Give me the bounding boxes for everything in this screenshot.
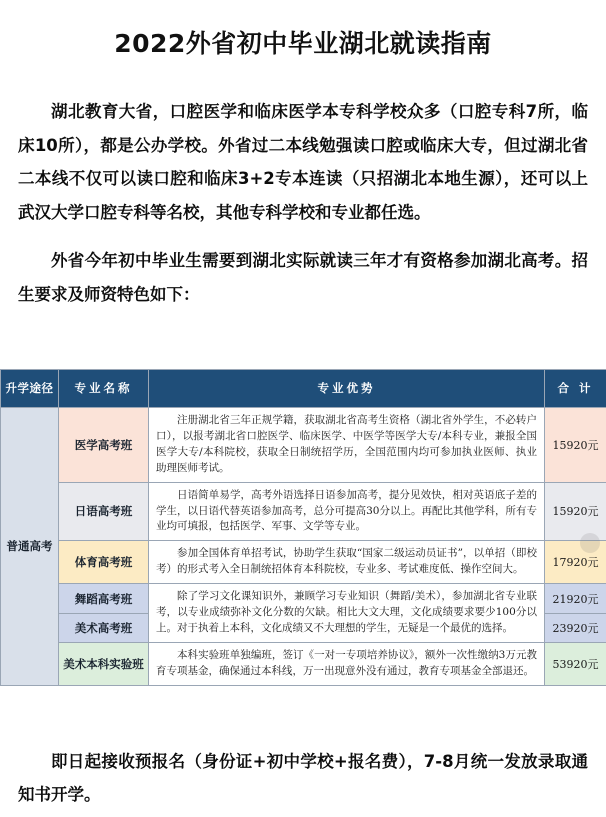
footer-section [0, 745, 606, 811]
advantage-medical: 注册湖北省三年正规学籍，获取湖北省高考生资格（湖北省外学生，不必转户口），以报考湖北省口腔医学、临床医学、中医学等医学大专/本科专业，兼报全国医学大专/本科院校，获取全日制统招学历，全国范围内均可参加执业医师、执业助理医师考试。 [149, 407, 545, 482]
admissions-table-container [0, 369, 606, 686]
table-body [1, 407, 606, 685]
total-japanese: 15920元 [545, 482, 606, 541]
advantage-sports: 参加全国体育单招考试，协助学生获取“国家二级运动员证书”，以单招（即校考）的形式考入全日制统招体育本科院校，专业多、考试难度低、操作空间大。 [149, 541, 545, 584]
major-name-dance: 舞蹈高考班 [59, 584, 149, 613]
total-fine-art: 23920元 [545, 613, 606, 642]
total-sports: 17920元 [545, 541, 606, 584]
column-header-advantage: 专业优势 [149, 369, 545, 407]
total-medical: 15920元 [545, 407, 606, 482]
advantage-art-bachelor-experimental: 本科实验班单独编班，签订《一对一专项培养协议》，额外一次性缴纳3万元教育专项基金，确保通过本科线，万一出现意外没有通过，教育专项基金全部退还。 [149, 643, 545, 686]
intro-paragraph-1: 湖北教育大省，口腔医学和临床医学本专科学校众多（口腔专科7所，临床10所），都是公办学校。外省过二本线勉强读口腔或临床大专，但过湖北省二本线不仅可以读口腔和临床3+2专本连读（只招湖北本地生源），还可以上武汉大学口腔专科等名校，其他专科学校和专业都任选。 [18, 95, 588, 230]
column-header-path: 升学途径 [1, 369, 59, 407]
total-dance: 21920元 [545, 584, 606, 613]
page-title: 2022外省初中毕业湖北就读指南 [0, 17, 606, 59]
major-name-medical: 医学高考班 [59, 407, 149, 482]
major-name-japanese: 日语高考班 [59, 482, 149, 541]
column-header-total: 合 计 [545, 369, 606, 407]
path-cell-general-gaokao: 普通高考 [1, 407, 59, 685]
table-row [1, 482, 606, 541]
intro-section [0, 95, 606, 312]
table-row [1, 643, 606, 686]
table-header [1, 369, 606, 407]
column-header-major-name: 专业名称 [59, 369, 149, 407]
enrollment-notice: 即日起接收预报名（身份证+初中学校+报名费），7-8月统一发放录取通知书开学。 [18, 745, 588, 811]
table-row [1, 584, 606, 613]
admissions-table [0, 369, 606, 686]
table-header-row [1, 369, 606, 407]
advantage-dance-and-art: 除了学习文化课知识外，兼顾学习专业知识（舞蹈/美术），参加湖北省专业联考，以专业成绩弥补文化分数的欠缺。相比大文大理，文化成绩要求要少100分以上。对于执着上本科，文化成绩又不大理想的学生，无疑是一个最优的选择。 [149, 584, 545, 643]
major-name-sports: 体育高考班 [59, 541, 149, 584]
document-page [0, 17, 606, 817]
table-row [1, 407, 606, 482]
intro-paragraph-2: 外省今年初中毕业生需要到湖北实际就读三年才有资格参加湖北高考。招生要求及师资特色如下： [18, 244, 588, 312]
table-row [1, 541, 606, 584]
major-name-fine-art: 美术高考班 [59, 613, 149, 642]
total-art-bachelor-experimental: 53920元 [545, 643, 606, 686]
advantage-japanese: 日语简单易学，高考外语选择日语参加高考，提分见效快，相对英语底子差的学生，以日语代替英语参加高考，总分可提高30分以上。再配比其他学科，所有专业均可填报，包括医学、军事、文学等专业。 [149, 482, 545, 541]
major-name-art-bachelor-experimental: 美术本科实验班 [59, 643, 149, 686]
